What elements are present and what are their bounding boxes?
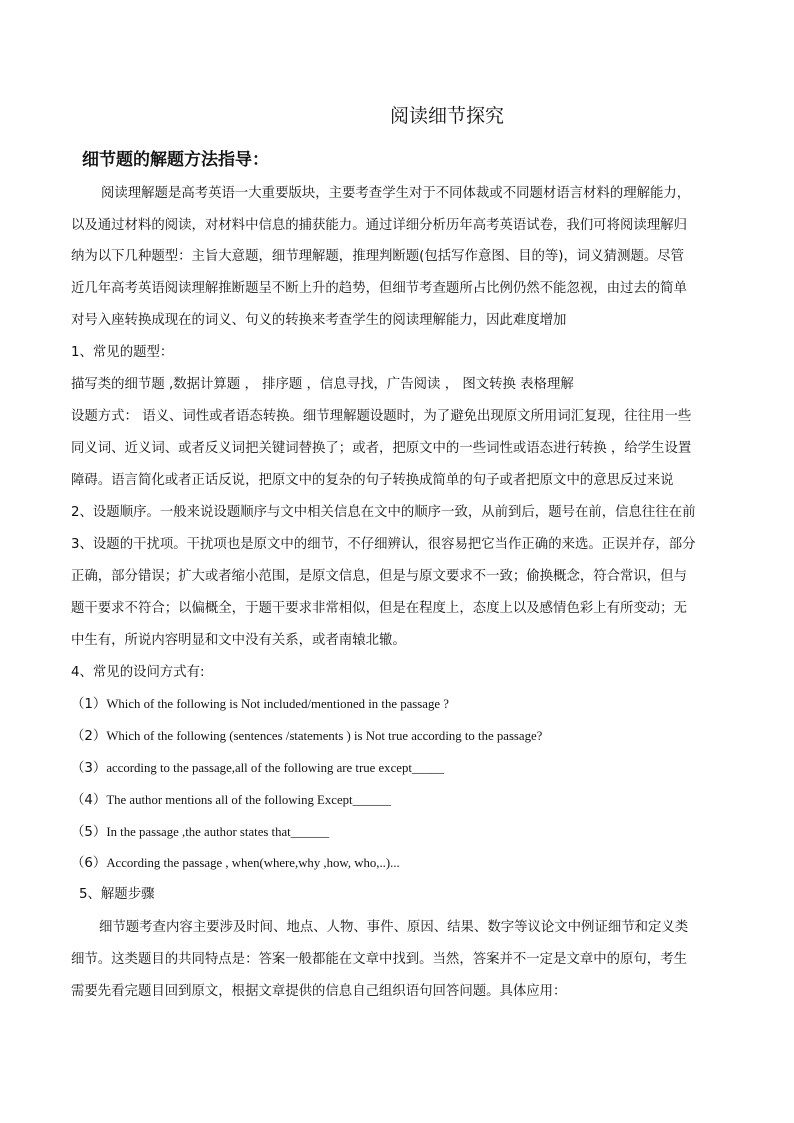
question-number: （2）	[71, 729, 107, 744]
question-item	[71, 853, 400, 873]
question-number: （6）	[71, 856, 107, 871]
question-text: In the passage ,the author states that______	[106, 825, 330, 839]
intro-line: 纳为以下几种题型：主旨大意题，细节理解题，推理判断题(包括写作意图、目的等)，词义猜测题。尽管	[71, 249, 685, 264]
intro-line: 对号入座转换成现在的词义、句义的转换来考查学生的阅读理解能力，因此难度增加	[71, 313, 567, 328]
section3-line: 题干要求不符合；以偏概全，于题干要求非常相似，但是在程度上，态度上以及感情色彩上有所变动；无	[71, 601, 687, 616]
page-title: 阅读细节探究	[390, 105, 505, 127]
question-number: （3）	[71, 761, 107, 776]
section1-method-line: 设题方式： 语义、词性或者语态转换。细节理解题设题时，为了避免出现原文所用词汇复现，往往用一些	[71, 409, 692, 424]
section5-line: 细节题考查内容主要涉及时间、地点、人物、事件、原因、结果、数字等议论文中例证细节和定义类	[99, 920, 689, 935]
question-item	[71, 694, 449, 714]
section1-heading: 1、常见的题型：	[71, 345, 174, 360]
section4-heading: 4、常见的设问方式有:	[71, 665, 205, 680]
section2-line: 2、设题顺序。一般来说设题顺序与文中相关信息在文中的顺序一致，从前到后，题号在前，信息往往在前	[71, 505, 696, 520]
section5-line: 细节。这类题目的共同特点是：答案一般都能在文章中找到。当然，答案并不一定是文章中的原句，考生	[71, 952, 687, 967]
section-heading: 细节题的解题方法指导：	[82, 150, 269, 170]
question-item	[71, 790, 391, 810]
section3-line: 3、设题的干扰项。干扰项也是原文中的细节，不仔细辨认，很容易把它当作正确的来选。正误并存，部分	[71, 537, 696, 552]
question-text: Which of the following (sentences /statements ) is Not true according to the passage?	[106, 729, 543, 743]
question-text: According the passage , when(where,why ,how, who,..)...	[106, 856, 400, 870]
question-item	[71, 726, 542, 746]
question-number: （1）	[71, 697, 107, 712]
question-text: The author mentions all of the following Except______	[106, 793, 391, 807]
section1-method-line: 同义词、近义词、或者反义词把关键词替换了；或者，把原文中的一些词性或语态进行转换 ，给学生设置	[71, 441, 692, 456]
question-number: （4）	[71, 793, 107, 808]
section3-line: 正确，部分错误；扩大或者缩小范围，是原文信息，但是与原文要求不一致；偷换概念，符合常识，但与	[71, 569, 687, 584]
question-item	[71, 822, 329, 842]
section1-method-line: 障碍。语言简化或者正话反说，把原文中的复杂的句子转换成简单的句子或者把原文中的意思反过来说	[71, 473, 674, 488]
section5-heading: 5、解题步骤	[79, 887, 155, 902]
question-text: Which of the following is Not included/mentioned in the passage ?	[106, 697, 449, 711]
question-number: （5）	[71, 825, 107, 840]
section5-line: 需要先看完题目回到原文，根据文章提供的信息自己组织语句回答问题。具体应用：	[71, 984, 567, 999]
section1-types: 描写类的细节题 ,数据计算题 ， 排序题 ，信息寻找，广告阅读 ， 图文转换 表格理解	[71, 377, 574, 392]
intro-line: 阅读理解题是高考英语一大重要版块，主要考查学生对于不同体裁或不同题材语言材料的理解能力，	[101, 186, 691, 201]
question-text: according to the passage,all of the following are true except_____	[106, 761, 444, 775]
question-item	[71, 758, 444, 778]
intro-line: 近几年高考英语阅读理解推断题呈不断上升的趋势，但细节考查题所占比例仍然不能忽视，由过去的简单	[71, 281, 687, 296]
intro-line: 以及通过材料的阅读，对材料中信息的捕获能力。通过详细分析历年高考英语试卷，我们可将阅读理解归	[71, 218, 687, 233]
section3-line: 中生有，所说内容明显和文中没有关系，或者南辕北辙。	[71, 633, 406, 648]
